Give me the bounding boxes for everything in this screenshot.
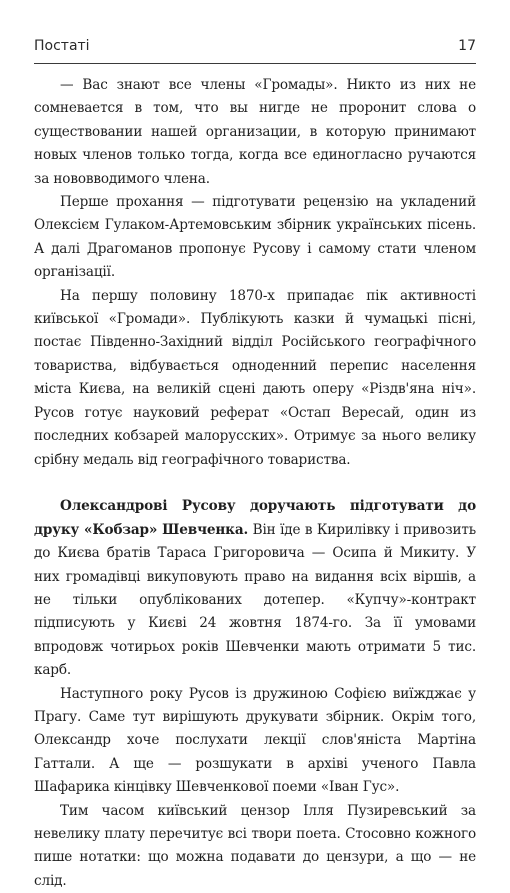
paragraph-text: Він їде в Кирилівку і привозить до Києва братів Тараса Григоровича — Осипа й Микиту. У них громадівці викуповують право на видання всіх віршів, а не тільки опублікованих дотепер. «Купчу»-контракт підписують у Києві 24 жовтня 1874-го. За її умовами впродовж чотирьох років Шевченки мають отримати 5 тис. карб. <box>34 521 476 679</box>
body-text <box>34 74 476 893</box>
paragraph-text: На першу половину 1870-х припадає пік активності київської «Громади». Публікують казки й чумацькі пісні, постає Південно-Західний відділ Російського географічного товариства, відбувається одноденний перепис населення міста Києва, на великій сцені дають оперу «Різдв'яна ніч». Русов готує науковий реферат «Остап Вересай, один из последних кобзарей малорусских». Отримує за нього велику срібну медаль від географічного товариства. <box>34 287 476 468</box>
paragraph-text: Перше прохання — підготувати рецензію на укладений Олексієм Гулаком-Артемовським збірник українських пісень. А далі Драгоманов пропонує Русову і самому стати членом організації. <box>34 194 476 281</box>
paragraph-text: — Вас знают все члены «Громады». Никто из них не сомневается в том, что вы нигде не проронит слова о существовании нашей организации, в которую принимают новых членов только тогда, когда все единогласно ручаются за нововводимого члена. <box>34 77 476 187</box>
paragraph-prague <box>34 683 476 800</box>
paragraph-text: Наступного року Русов із дружиною Софією виїжджає у Прагу. Саме тут вирішують друкувати збірник. Окрім того, Олександр хоче послухати лекції слов'яніста Мартіна Гаттали. А ще — розшукати в архіві ученого Павла Шафарика кінцівку Шевченкової поеми «Іван Гус». <box>34 685 476 796</box>
page-number: 17 <box>458 38 476 54</box>
header-rule <box>34 63 476 64</box>
running-header <box>34 38 476 60</box>
paragraph-censor <box>34 800 476 893</box>
paragraph-review-request <box>34 191 476 285</box>
paragraph-quote <box>34 74 476 191</box>
paragraph-text: Тим часом київський цензор Ілля Пузиревський за невелику плату перечитує всі твори поета. Стосовно кожного пише нотатки: що можна подавати до цензури, а що — не слід. <box>34 802 476 889</box>
paragraph-kobzar <box>34 495 476 682</box>
paragraph-lead: Олександрові Русову доручають підготувати до друку «Кобзар» Шевченка. <box>34 498 476 538</box>
paragraph-hromada-activity <box>34 285 476 472</box>
section-title: Постаті <box>34 38 90 54</box>
